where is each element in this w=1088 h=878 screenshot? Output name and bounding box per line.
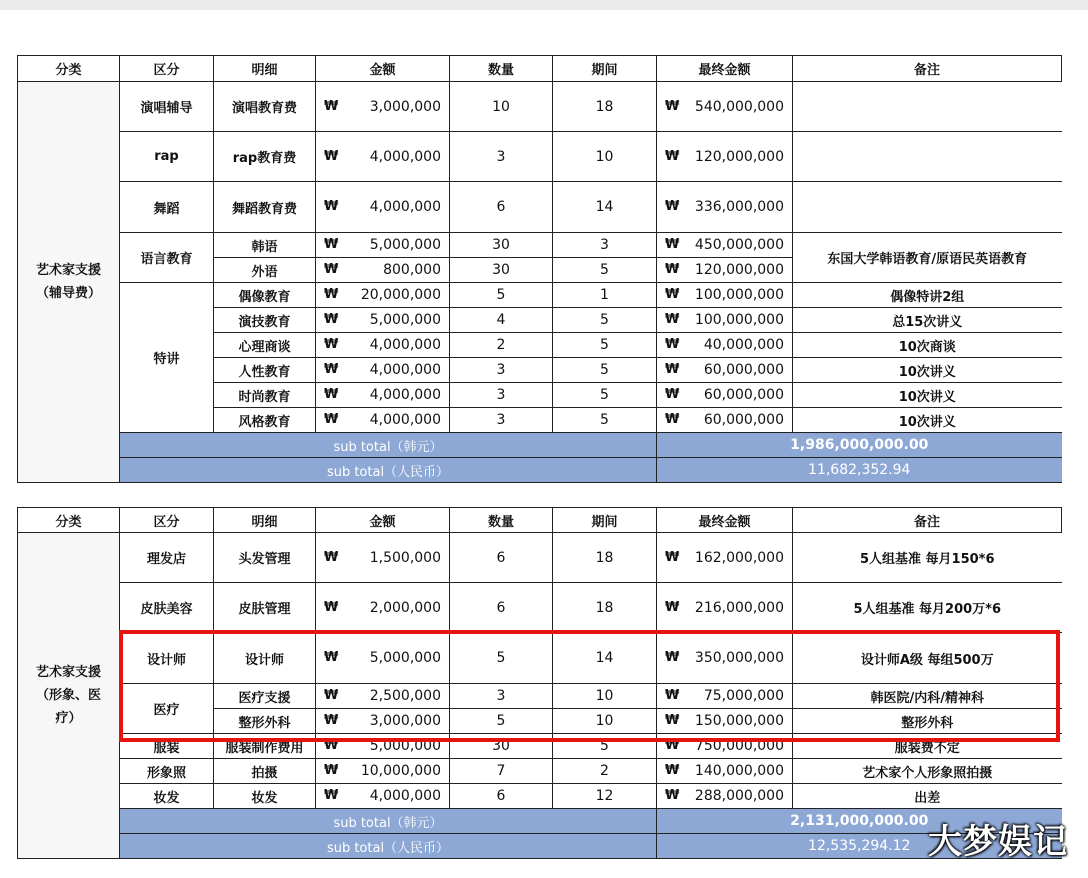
won-symbol: ₩ (324, 549, 339, 565)
amount-value: 5,000,000 (369, 237, 441, 253)
amount-cell (316, 583, 450, 633)
amount-value: 5,000,000 (369, 650, 441, 666)
won-symbol: ₩ (665, 337, 680, 352)
won-symbol: ₩ (665, 738, 680, 753)
final-amount-value: 40,000,000 (703, 337, 784, 353)
quantity-cell: 3 (450, 383, 553, 408)
section-cell: 演唱辅导 (120, 82, 214, 132)
detail-cell: 心理商谈 (214, 333, 316, 358)
quantity-cell: 5 (450, 709, 553, 734)
final-amount-cell (657, 784, 793, 809)
final-amount-cell (657, 132, 793, 182)
amount-cell (316, 283, 450, 308)
table-row (18, 583, 1062, 633)
category-label: 艺术家支援（辅导费） (35, 263, 101, 301)
won-symbol: ₩ (324, 199, 339, 214)
header-section: 区分 (120, 56, 214, 82)
final-amount-cell (657, 82, 793, 132)
amount-cell (316, 308, 450, 333)
quantity-cell: 30 (450, 258, 553, 283)
note-cell: 10次商谈 (793, 333, 1062, 358)
header-quantity: 数量 (450, 508, 553, 533)
category-cell (18, 82, 120, 483)
header-final-amount: 最终金额 (657, 56, 793, 82)
amount-cell (316, 408, 450, 433)
note-cell: 10次讲义 (793, 383, 1062, 408)
subtotal-cny-row (18, 458, 1062, 483)
subtotal-krw-label: sub total（韩元） (120, 433, 657, 458)
final-amount-value: 60,000,000 (703, 362, 784, 378)
table-row (18, 233, 1062, 258)
detail-cell: 演技教育 (214, 308, 316, 333)
won-symbol: ₩ (665, 262, 680, 277)
final-amount-value: 60,000,000 (703, 387, 784, 403)
final-amount-value: 336,000,000 (694, 199, 784, 215)
amount-cell (316, 132, 450, 182)
period-cell: 2 (553, 759, 657, 784)
period-cell: 10 (553, 132, 657, 182)
header-quantity: 数量 (450, 56, 553, 82)
detail-cell: 拍摄 (214, 759, 316, 784)
final-amount-cell (657, 258, 793, 283)
subtotal-cny-label: sub total（人民币） (120, 834, 657, 859)
amount-value: 5,000,000 (369, 312, 441, 328)
won-symbol: ₩ (324, 312, 339, 327)
won-symbol: ₩ (324, 650, 339, 665)
final-amount-cell (657, 283, 793, 308)
quantity-cell: 3 (450, 132, 553, 182)
note-cell (793, 82, 1062, 132)
amount-cell (316, 358, 450, 383)
detail-cell: rap教育费 (214, 132, 316, 182)
amount-value: 800,000 (383, 262, 441, 278)
detail-cell: 外语 (214, 258, 316, 283)
header-amount: 金额 (316, 508, 450, 533)
amount-cell (316, 258, 450, 283)
subtotal-cny-value: 11,682,352.94 (657, 458, 1062, 483)
final-amount-value: 120,000,000 (694, 148, 784, 165)
amount-cell (316, 759, 450, 784)
won-symbol: ₩ (324, 763, 339, 778)
final-amount-value: 450,000,000 (694, 237, 784, 253)
table-row (18, 132, 1062, 182)
note-cell: 设计师A级 每组500万 (793, 633, 1062, 684)
period-cell: 5 (553, 258, 657, 283)
won-symbol: ₩ (665, 763, 680, 778)
section-cell: 皮肤美容 (120, 583, 214, 633)
detail-cell: 妆发 (214, 784, 316, 809)
won-symbol: ₩ (665, 412, 680, 427)
final-amount-value: 100,000,000 (694, 312, 784, 328)
quantity-cell: 6 (450, 533, 553, 583)
amount-value: 10,000,000 (360, 763, 441, 779)
header-final-amount: 最终金额 (657, 508, 793, 533)
won-symbol: ₩ (324, 688, 339, 703)
amount-cell (316, 233, 450, 258)
note-cell: 艺术家个人形象照拍摄 (793, 759, 1062, 784)
final-amount-value: 216,000,000 (694, 599, 784, 616)
period-cell: 18 (553, 82, 657, 132)
won-symbol: ₩ (324, 98, 339, 114)
amount-value: 4,000,000 (369, 148, 441, 165)
section-cell: 医疗 (120, 684, 214, 734)
final-amount-cell (657, 408, 793, 433)
note-cell: 东国大学韩语教育/原语民英语教育 (793, 233, 1062, 283)
budget-table-coaching (17, 55, 1062, 483)
detail-cell: 演唱教育费 (214, 82, 316, 132)
won-symbol: ₩ (665, 650, 680, 665)
header-category: 分类 (18, 56, 120, 82)
subtotal-krw-row (18, 433, 1062, 458)
header-period: 期间 (553, 508, 657, 533)
detail-cell: 人性教育 (214, 358, 316, 383)
final-amount-value: 350,000,000 (694, 650, 784, 666)
final-amount-cell (657, 358, 793, 383)
header-detail: 明细 (214, 56, 316, 82)
period-cell: 14 (553, 633, 657, 684)
header-category: 分类 (18, 508, 120, 533)
amount-value: 20,000,000 (360, 287, 441, 303)
detail-cell: 医疗支援 (214, 684, 316, 709)
amount-cell (316, 533, 450, 583)
period-cell: 5 (553, 408, 657, 433)
section-cell: 理发店 (120, 533, 214, 583)
subtotal-krw-row (18, 809, 1062, 834)
note-cell: 10次讲义 (793, 408, 1062, 433)
period-cell: 5 (553, 333, 657, 358)
final-amount-cell (657, 333, 793, 358)
detail-cell: 皮肤管理 (214, 583, 316, 633)
final-amount-cell (657, 233, 793, 258)
amount-value: 3,000,000 (369, 98, 441, 115)
period-cell: 18 (553, 533, 657, 583)
won-symbol: ₩ (324, 148, 339, 164)
amount-value: 3,000,000 (369, 713, 441, 729)
detail-cell: 风格教育 (214, 408, 316, 433)
quantity-cell: 2 (450, 333, 553, 358)
top-bar (0, 0, 1088, 10)
quantity-cell: 3 (450, 358, 553, 383)
red-highlight-box (119, 630, 1060, 742)
won-symbol: ₩ (324, 262, 339, 277)
subtotal-cny-value: 12,535,294.12 (657, 834, 1062, 859)
won-symbol: ₩ (665, 387, 680, 402)
period-cell: 10 (553, 709, 657, 734)
header-note: 备注 (793, 508, 1062, 533)
detail-cell: 头发管理 (214, 533, 316, 583)
table-row (18, 182, 1062, 233)
amount-value: 4,000,000 (369, 387, 441, 403)
period-cell: 5 (553, 358, 657, 383)
section-cell: 妆发 (120, 784, 214, 809)
amount-value: 4,000,000 (369, 199, 441, 215)
quantity-cell: 6 (450, 583, 553, 633)
final-amount-cell (657, 308, 793, 333)
period-cell: 18 (553, 583, 657, 633)
final-amount-value: 288,000,000 (694, 788, 784, 804)
quantity-cell: 30 (450, 734, 553, 759)
subtotal-cny-label: sub total（人民币） (120, 458, 657, 483)
final-amount-cell (657, 759, 793, 784)
subtotal-krw-label: sub total（韩元） (120, 809, 657, 834)
note-cell: 服装费不定 (793, 734, 1062, 759)
amount-value: 4,000,000 (369, 337, 441, 353)
won-symbol: ₩ (665, 713, 680, 728)
amount-cell (316, 182, 450, 233)
note-cell: 韩医院/内科/精神科 (793, 684, 1062, 709)
final-amount-cell (657, 533, 793, 583)
won-symbol: ₩ (324, 713, 339, 728)
final-amount-value: 750,000,000 (694, 738, 784, 754)
note-cell: 整形外科 (793, 709, 1062, 734)
won-symbol: ₩ (324, 387, 339, 402)
header-detail: 明细 (214, 508, 316, 533)
quantity-cell: 10 (450, 82, 553, 132)
won-symbol: ₩ (665, 549, 680, 565)
category-label: 艺术家支援（形象、医疗） (35, 665, 101, 726)
section-cell: 舞蹈 (120, 182, 214, 233)
final-amount-value: 162,000,000 (694, 549, 784, 566)
detail-cell: 时尚教育 (214, 383, 316, 408)
won-symbol: ₩ (324, 287, 339, 302)
final-amount-value: 120,000,000 (694, 262, 784, 278)
header-period: 期间 (553, 56, 657, 82)
header-row (18, 508, 1062, 533)
period-cell: 5 (553, 383, 657, 408)
won-symbol: ₩ (324, 337, 339, 352)
detail-cell: 韩语 (214, 233, 316, 258)
header-row (18, 56, 1062, 82)
won-symbol: ₩ (665, 688, 680, 703)
quantity-cell: 6 (450, 182, 553, 233)
won-symbol: ₩ (324, 362, 339, 377)
period-cell: 14 (553, 182, 657, 233)
period-cell: 12 (553, 784, 657, 809)
final-amount-value: 100,000,000 (694, 287, 784, 303)
won-symbol: ₩ (665, 98, 680, 114)
note-cell: 5人组基准 每月200万*6 (793, 583, 1062, 633)
final-amount-cell (657, 583, 793, 633)
amount-value: 4,000,000 (369, 788, 441, 804)
section-cell: 特讲 (120, 283, 214, 433)
table-row (18, 759, 1062, 784)
won-symbol: ₩ (324, 738, 339, 753)
table-row (18, 82, 1062, 132)
won-symbol: ₩ (665, 148, 680, 164)
won-symbol: ₩ (665, 237, 680, 252)
won-symbol: ₩ (665, 788, 680, 803)
header-amount: 金额 (316, 56, 450, 82)
table-row (18, 533, 1062, 583)
header-note: 备注 (793, 56, 1062, 82)
period-cell: 5 (553, 734, 657, 759)
note-cell: 总15次讲义 (793, 308, 1062, 333)
quantity-cell: 6 (450, 784, 553, 809)
quantity-cell: 5 (450, 633, 553, 684)
header-section: 区分 (120, 508, 214, 533)
note-cell: 10次讲义 (793, 358, 1062, 383)
final-amount-value: 60,000,000 (703, 412, 784, 428)
table-row (18, 283, 1062, 308)
amount-cell (316, 333, 450, 358)
note-cell: 偶像特讲2组 (793, 283, 1062, 308)
amount-cell (316, 82, 450, 132)
won-symbol: ₩ (324, 599, 339, 615)
won-symbol: ₩ (665, 362, 680, 377)
note-cell: 出差 (793, 784, 1062, 809)
won-symbol: ₩ (324, 412, 339, 427)
period-cell: 1 (553, 283, 657, 308)
subtotal-cny-row (18, 834, 1062, 859)
amount-value: 1,500,000 (369, 549, 441, 566)
note-cell (793, 132, 1062, 182)
section-cell: 形象照 (120, 759, 214, 784)
won-symbol: ₩ (665, 287, 680, 302)
amount-value: 4,000,000 (369, 412, 441, 428)
quantity-cell: 30 (450, 233, 553, 258)
final-amount-value: 75,000,000 (703, 688, 784, 704)
won-symbol: ₩ (324, 237, 339, 252)
won-symbol: ₩ (665, 199, 680, 214)
table-row (18, 784, 1062, 809)
subtotal-krw-value: 2,131,000,000.00 (657, 809, 1062, 834)
period-cell: 10 (553, 684, 657, 709)
amount-value: 2,500,000 (369, 688, 441, 704)
subtotal-krw-value: 1,986,000,000.00 (657, 433, 1062, 458)
watermark: 大梦娱记 (928, 822, 1068, 862)
final-amount-value: 540,000,000 (694, 98, 784, 115)
section-cell: rap (120, 132, 214, 182)
final-amount-cell (657, 182, 793, 233)
won-symbol: ₩ (324, 788, 339, 803)
won-symbol: ₩ (665, 312, 680, 327)
amount-cell (316, 784, 450, 809)
quantity-cell: 7 (450, 759, 553, 784)
note-cell: 5人组基准 每月150*6 (793, 533, 1062, 583)
category-cell (18, 533, 120, 859)
section-cell: 语言教育 (120, 233, 214, 283)
section-cell: 服装 (120, 734, 214, 759)
quantity-cell: 3 (450, 684, 553, 709)
amount-value: 4,000,000 (369, 362, 441, 378)
final-amount-value: 140,000,000 (694, 763, 784, 779)
period-cell: 3 (553, 233, 657, 258)
won-symbol: ₩ (665, 599, 680, 615)
detail-cell: 服装制作费用 (214, 734, 316, 759)
final-amount-value: 150,000,000 (694, 713, 784, 729)
amount-value: 2,000,000 (369, 599, 441, 616)
detail-cell: 整形外科 (214, 709, 316, 734)
detail-cell: 舞蹈教育费 (214, 182, 316, 233)
note-cell (793, 182, 1062, 233)
amount-cell (316, 383, 450, 408)
amount-value: 5,000,000 (369, 738, 441, 754)
quantity-cell: 3 (450, 408, 553, 433)
section-cell: 设计师 (120, 633, 214, 684)
detail-cell: 设计师 (214, 633, 316, 684)
period-cell: 5 (553, 308, 657, 333)
final-amount-cell (657, 383, 793, 408)
quantity-cell: 5 (450, 283, 553, 308)
detail-cell: 偶像教育 (214, 283, 316, 308)
quantity-cell: 4 (450, 308, 553, 333)
